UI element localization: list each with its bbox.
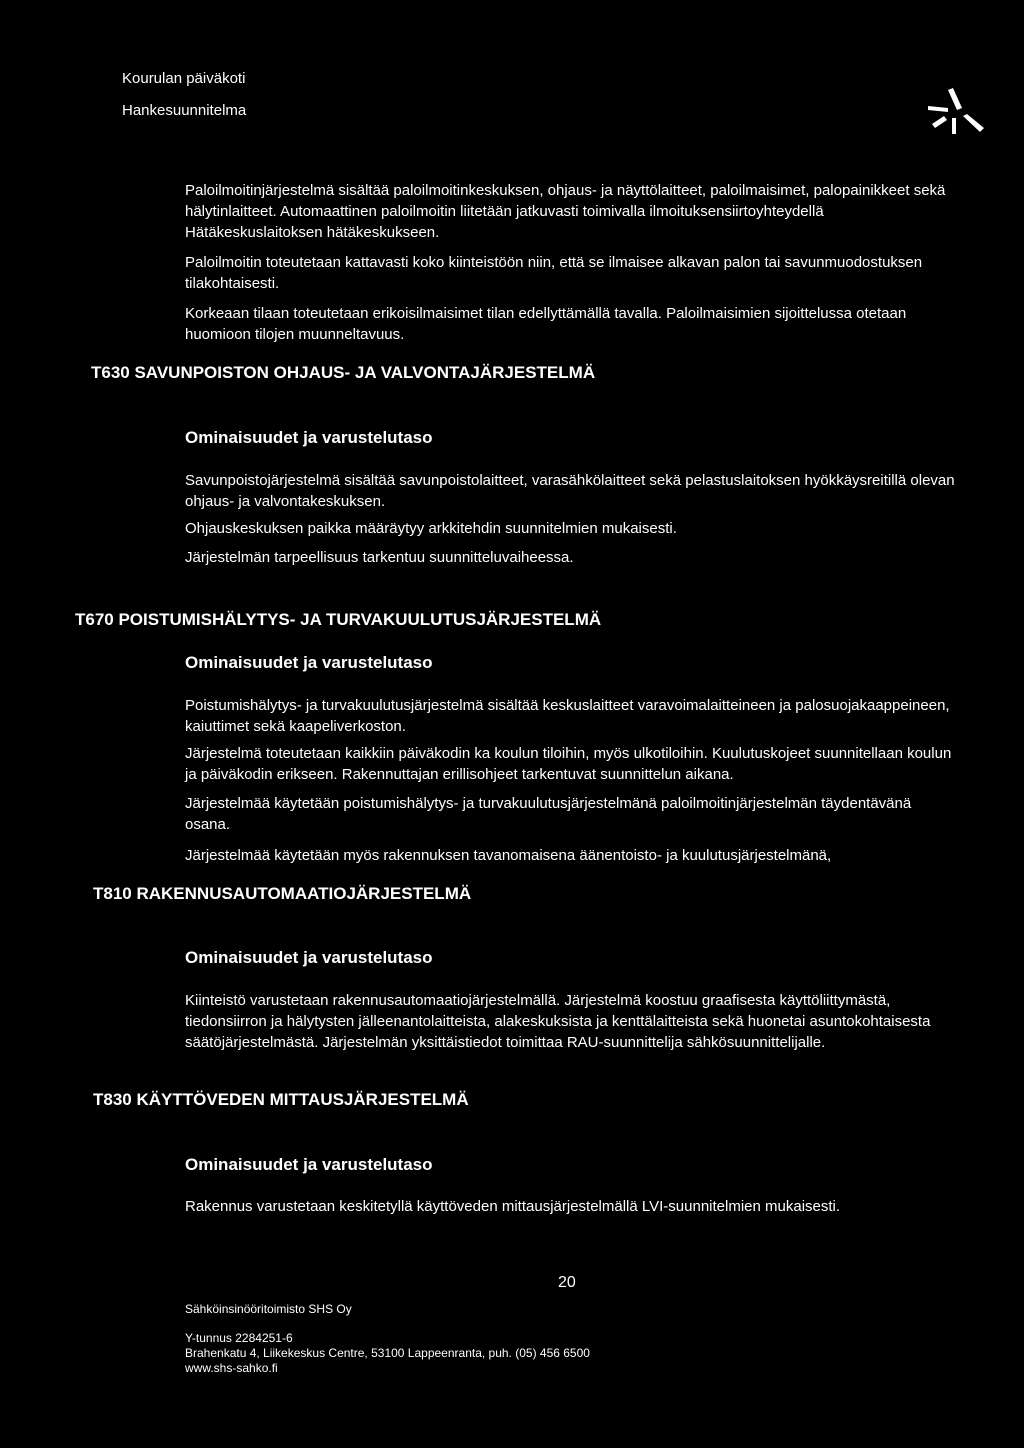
section-subheading: Ominaisuudet ja varustelutaso xyxy=(185,653,433,672)
shs-logo-icon xyxy=(926,88,986,136)
intro-paragraph: Korkeaan tilaan toteutetaan erikoisilmaisimet tilan edellyttämällä tavalla. Paloilmaisimien sijoittelussa otetaan huomioon tilojen muunneltavuus. xyxy=(185,305,907,343)
section-heading: T670 POISTUMISHÄLYTYS- JA TURVAKUULUTUSJÄRJESTELMÄ xyxy=(75,610,602,629)
section-subheading: Ominaisuudet ja varustelutaso xyxy=(185,428,433,447)
section-paragraph: Kiinteistö varustetaan rakennusautomaatiojärjestelmällä. Järjestelmä koostuu graafisesta käyttöliittymästä, tiedonsiirron ja hälytysten jälleenantolaitteista, alakeskuksista ja kenttälaitteista sekä huonetai asuntokohtaisesta säätöjärjestelmästä. Järjestelmän yksittäistiedot toimittaa RAU-suunnittelija sähkösuunnittelijalle. xyxy=(185,992,931,1051)
section-heading: T830 KÄYTTÖVEDEN MITTAUSJÄRJESTELMÄ xyxy=(93,1090,469,1109)
footer-business-id: Y-tunnus 2284251-6 xyxy=(185,1331,293,1345)
section-subheading: Ominaisuudet ja varustelutaso xyxy=(185,948,433,967)
header-project: Kourulan päiväkoti xyxy=(122,70,246,87)
footer-website: www.shs-sahko.fi xyxy=(185,1361,278,1375)
header-document: Hankesuunnitelma xyxy=(122,102,247,119)
footer-company: Sähköinsinööritoimisto SHS Oy xyxy=(185,1302,352,1316)
intro-paragraph: Paloilmoitin toteutetaan kattavasti koko kiinteistöön niin, että se ilmaisee alkavan palon tai savunmuodostuksen tilakohtaisesti. xyxy=(185,254,923,292)
section-paragraph: Ohjauskeskuksen paikka määräytyy arkkitehdin suunnitelmien mukaisesti. xyxy=(185,520,677,537)
footer-address: Brahenkatu 4, Liikekeskus Centre, 53100 Lappeenranta, puh. (05) 456 6500 xyxy=(185,1346,590,1360)
section-paragraph: Järjestelmän tarpeellisuus tarkentuu suunnitteluvaiheessa. xyxy=(185,549,574,566)
section-paragraph: Järjestelmä toteutetaan kaikkiin päiväkodin ka koulun tiloihin, myös ulkotiloihin. Kuulutuskojeet suunnitellaan koulun ja päiväkodin erikseen. Rakennuttajan erillisohjeet tarkentuvat suunnittelun aikana. xyxy=(185,745,952,783)
section-paragraph: Järjestelmää käytetään poistumishälytys- ja turvakuulutusjärjestelmänä paloilmoitinjärjestelmän täydentävänä osana. xyxy=(185,795,912,833)
page-number: 20 xyxy=(558,1274,576,1291)
section-paragraph: Rakennus varustetaan keskitetyllä käyttöveden mittausjärjestelmällä LVI-suunnitelmien mukaisesti. xyxy=(185,1198,841,1215)
section-paragraph: Savunpoistojärjestelmä sisältää savunpoistolaitteet, varasähkölaitteet sekä pelastuslaitoksen hyökkäysreitillä olevan ohjaus- ja valvontakeskuksen. xyxy=(185,472,955,510)
intro-paragraph: Paloilmoitinjärjestelmä sisältää paloilmoitinkeskuksen, ohjaus- ja näyttölaitteet, paloilmaisimet, palopainikkeet sekä hälytinlaitteet. Automaattinen paloilmoitin liitetään jatkuvasti toimivalla ilmoituksensiirtoyhteydellä Hätäkeskuslaitoksen hätäkeskukseen. xyxy=(185,182,946,241)
section-heading: T630 SAVUNPOISTON OHJAUS- JA VALVONTAJÄRJESTELMÄ xyxy=(91,363,596,382)
section-heading: T810 RAKENNUSAUTOMAATIOJÄRJESTELMÄ xyxy=(93,884,472,903)
section-paragraph: Järjestelmää käytetään myös rakennuksen tavanomaisena äänentoisto- ja kuulutusjärjestelmänä, xyxy=(185,847,832,864)
section-subheading: Ominaisuudet ja varustelutaso xyxy=(185,1155,433,1174)
section-paragraph: Poistumishälytys- ja turvakuulutusjärjestelmä sisältää keskuslaitteet varavoimalaitteineen ja palosuojakaappeineen, kaiuttimet sekä kaapeliverkoston. xyxy=(185,697,950,735)
